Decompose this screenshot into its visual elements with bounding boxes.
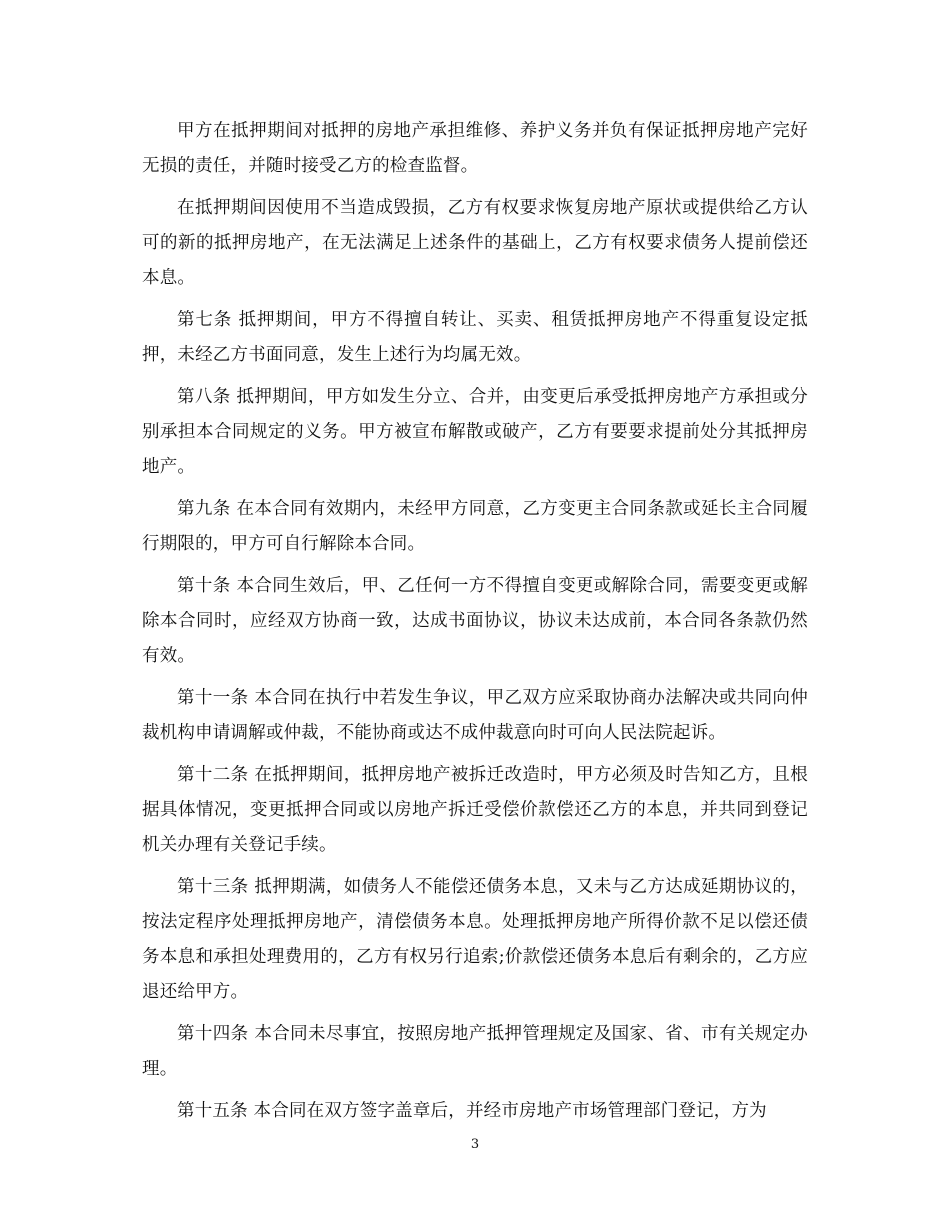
paragraph-article-10: 第十条 本合同生效后，甲、乙任何一方不得擅自变更或解除合同，需要变更或解除本合同时，应经双方协商一致，达成书面协议，协议未达成前，本合同各条款仍然有效。: [142, 576, 808, 666]
paragraph-article-13: 第十三条 抵押期满，如债务人不能偿还债务本息，又未与乙方达成延期协议的，按法定程序处理抵押房地产，清偿债务本息。处理抵押房地产所得价款不足以偿还债务本息和承担处理费用的，乙方有权另行追索;价款偿还债务本息后有剩余的，乙方应退还给甲方。: [142, 877, 808, 1002]
paragraph-article-8: 第八条 抵押期间，甲方如发生分立、合并，由变更后承受抵押房地产方承担或分别承担本合同规定的义务。甲方被宣布解散或破产，乙方有要要求提前处分其抵押房地产。: [142, 387, 808, 477]
paragraph-maintenance-obligation: 甲方在抵押期间对抵押的房地产承担维修、养护义务并负有保证抵押房地产完好无损的责任，并随时接受乙方的检查监督。: [142, 121, 808, 176]
paragraph-article-11: 第十一条 本合同在执行中若发生争议，甲乙双方应采取协商办法解决或共同向仲裁机构申请调解或仲裁，不能协商或达不成仲裁意向时可向人民法院起诉。: [142, 688, 808, 743]
paragraph-article-14: 第十四条 本合同未尽事宜，按照房地产抵押管理规定及国家、省、市有关规定办理。: [142, 1024, 808, 1079]
paragraph-article-15: 第十五条 本合同在双方签字盖章后，并经市房地产市场管理部门登记，方为: [177, 1101, 767, 1121]
paragraph-article-7: 第七条 抵押期间，甲方不得擅自转让、买卖、租赁抵押房地产不得重复设定抵押，未经乙方书面同意，发生上述行为均属无效。: [142, 310, 808, 365]
page-number: 3: [470, 1137, 480, 1152]
paragraph-article-12: 第十二条 在抵押期间，抵押房地产被拆迁改造时，甲方必须及时告知乙方，且根据具体情况，变更抵押合同或以房地产拆迁受偿价款偿还乙方的本息，并共同到登记机关办理有关登记手续。: [142, 765, 808, 855]
paragraph-article-9: 第九条 在本合同有效期内，未经甲方同意，乙方变更主合同条款或延长主合同履行期限的，甲方可自行解除本合同。: [142, 499, 808, 554]
document-body: [142, 114, 808, 1136]
paragraph-damage-remedy: 在抵押期间因使用不当造成毁损，乙方有权要求恢复房地产原状或提供给乙方认可的新的抵押房地产，在无法满足上述条件的基础上，乙方有权要求债务人提前偿还本息。: [142, 198, 808, 288]
